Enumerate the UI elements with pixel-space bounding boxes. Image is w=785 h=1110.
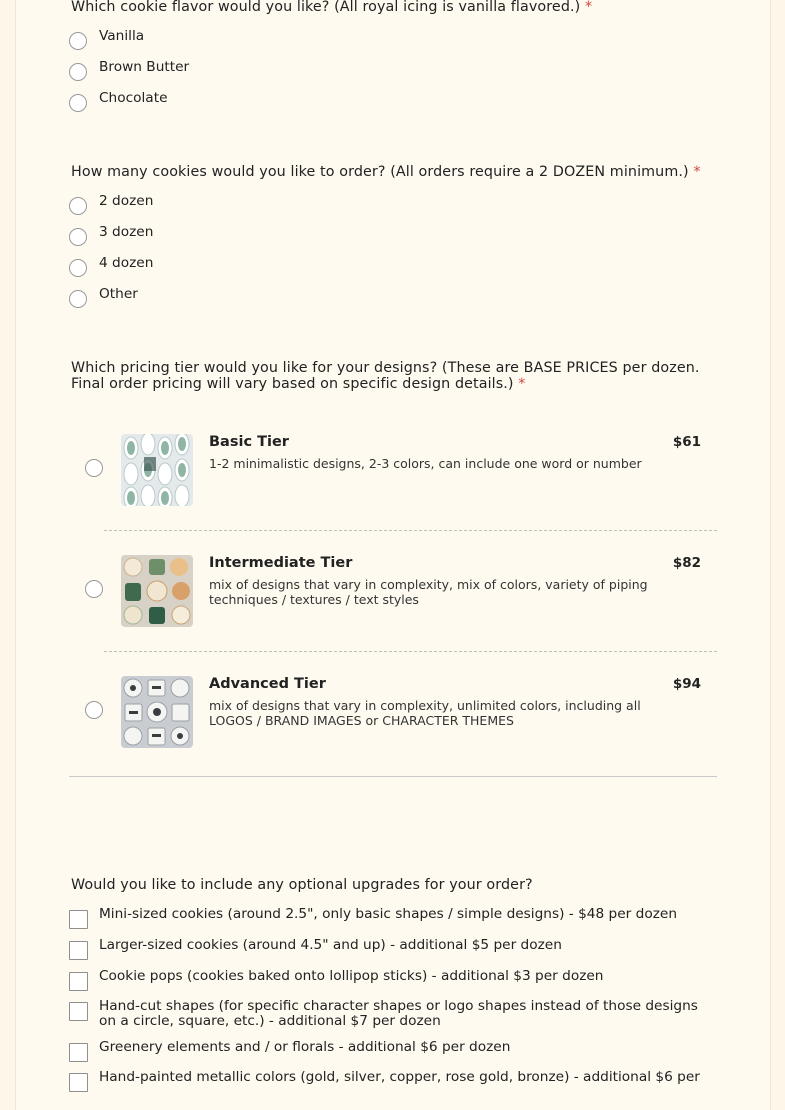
checkbox[interactable] — [69, 941, 88, 960]
basic-tier-image — [121, 434, 193, 506]
intermediate-tier-image — [121, 555, 193, 627]
tier-price: $94 — [672, 676, 701, 692]
option-label[interactable]: 4 dozen — [99, 255, 154, 271]
radio-button[interactable] — [69, 228, 87, 246]
section-divider — [69, 776, 717, 777]
checkbox[interactable] — [69, 1002, 88, 1021]
tier-name: Advanced Tier — [209, 676, 326, 692]
radio-button[interactable] — [85, 459, 103, 477]
option-label[interactable]: 2 dozen — [99, 193, 154, 209]
quantity-question: How many cookies would you like to order? (All orders require a 2 DOZEN minimum.) * — [71, 164, 701, 180]
radio-button[interactable] — [69, 32, 87, 50]
tier-description: mix of designs that vary in complexity, mix of colors, variety of piping techniques / textures / text styles — [209, 577, 648, 607]
option-label[interactable]: Hand-cut shapes (for specific character shapes or logo shapes instead of those designs on a circle, square, etc.) - additional $7 per dozen — [99, 998, 698, 1029]
required-marker: * — [584, 0, 593, 15]
radio-button[interactable] — [69, 197, 87, 215]
option-label[interactable]: Hand-painted metallic colors (gold, silver, copper, rose gold, bronze) - additional $6 per — [99, 1069, 700, 1085]
option-label[interactable]: Larger-sized cookies (around 4.5" and up) - additional $5 per dozen — [99, 937, 562, 953]
tier-description: 1-2 minimalistic designs, 2-3 colors, can include one word or number — [209, 456, 642, 471]
checkbox[interactable] — [69, 972, 88, 991]
radio-button[interactable] — [85, 580, 103, 598]
checkbox[interactable] — [69, 910, 88, 929]
option-label[interactable]: Mini-sized cookies (around 2.5", only basic shapes / simple designs) - $48 per dozen — [99, 906, 677, 922]
upgrades-question: Would you like to include any optional upgrades for your order? — [71, 877, 533, 893]
option-label[interactable]: 3 dozen — [99, 224, 154, 240]
radio-button[interactable] — [69, 63, 87, 81]
tier-divider — [104, 530, 717, 531]
required-marker: * — [693, 164, 701, 180]
radio-button[interactable] — [69, 94, 87, 112]
tier-option-advanced[interactable] — [85, 676, 717, 772]
tier-price: $82 — [672, 555, 701, 571]
tier-description: mix of designs that vary in complexity, unlimited colors, including all LOGOS / BRAND IMAGES or CHARACTER THEMES — [209, 698, 641, 728]
option-label[interactable]: Chocolate — [99, 90, 168, 106]
option-label[interactable]: Cookie pops (cookies baked onto lollipop sticks) - additional $3 per dozen — [99, 968, 604, 984]
tier-option-basic[interactable] — [85, 434, 717, 530]
radio-button[interactable] — [69, 259, 87, 277]
option-label[interactable]: Vanilla — [99, 28, 145, 44]
checkbox[interactable] — [69, 1043, 88, 1062]
tier-name: Intermediate Tier — [209, 555, 353, 571]
tier-option-intermediate[interactable] — [85, 555, 717, 651]
option-label[interactable]: Greenery elements and / or florals - additional $6 per dozen — [99, 1039, 511, 1055]
advanced-tier-image — [121, 676, 193, 748]
tier-name: Basic Tier — [209, 434, 289, 450]
option-label[interactable]: Other — [99, 286, 138, 302]
required-marker: * — [518, 376, 526, 392]
tier-price: $61 — [672, 434, 701, 450]
tier-divider — [104, 651, 717, 652]
radio-button[interactable] — [69, 290, 87, 308]
flavor-question: Which cookie flavor would you like? (All royal icing is vanilla flavored.) * — [71, 0, 593, 15]
checkbox[interactable] — [69, 1073, 88, 1092]
radio-button[interactable] — [85, 701, 103, 719]
option-label[interactable]: Brown Butter — [99, 59, 190, 75]
pricing-question: Which pricing tier would you like for your designs? (These are BASE PRICES per dozen. Final order pricing will vary based on specific design details.) * — [71, 360, 700, 392]
